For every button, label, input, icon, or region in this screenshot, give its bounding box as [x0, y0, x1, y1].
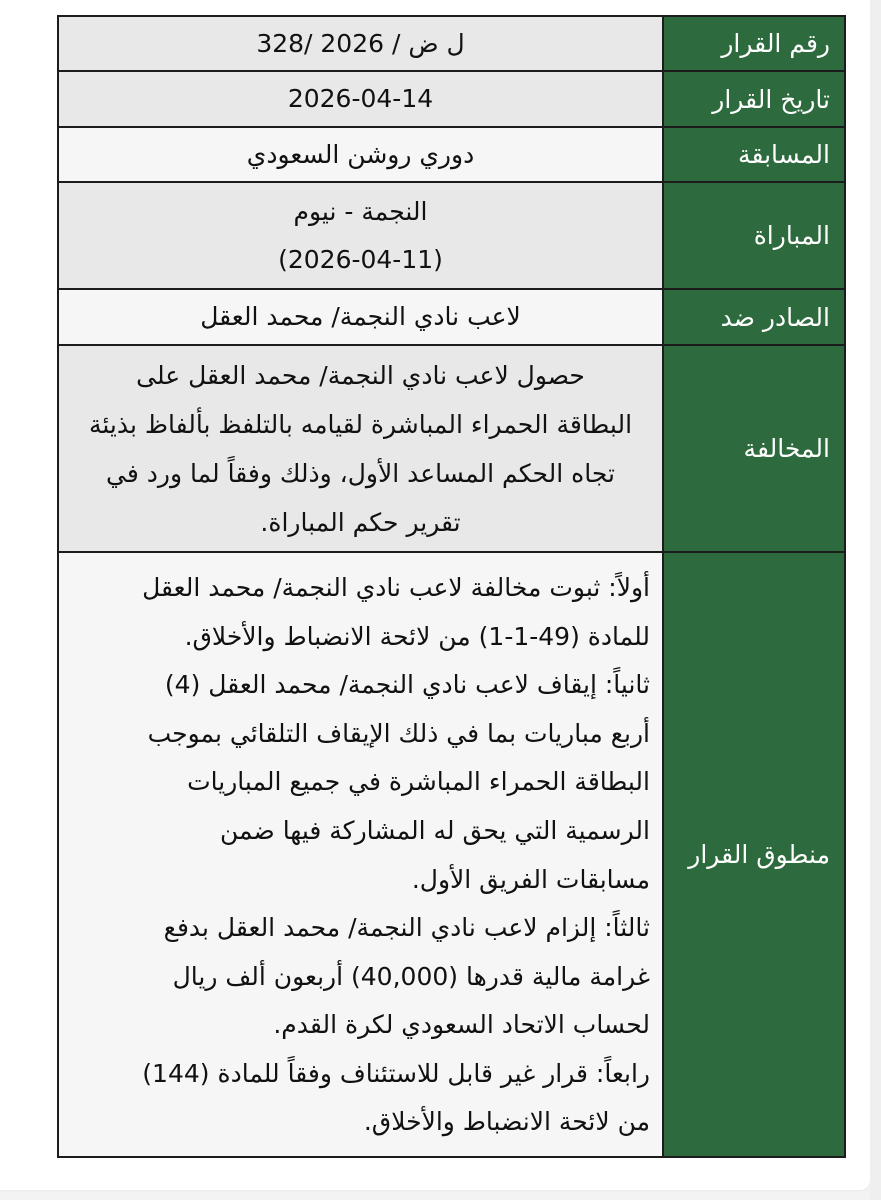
ruling-line: ثانياً: إيقاف لاعب نادي النجمة/ محمد العقل (4) [164, 670, 650, 700]
ruling-line: للمادة (49-1-1) من لائحة الانضباط والأخلاق. [184, 621, 650, 651]
decision-number-text: 328/ ل ض / 2026 [256, 28, 465, 58]
row-violation [58, 345, 845, 552]
value-match [58, 182, 663, 289]
row-competition [58, 127, 845, 182]
label-issued-against: الصادر ضد [663, 289, 845, 345]
value-competition: دوري روشن السعودي [58, 127, 663, 182]
value-decision-date [58, 71, 663, 127]
ruling-line: غرامة مالية قدرها (40,000) أربعون ألف ريال [172, 961, 650, 991]
decision-date-text: 2026-04-14 [287, 84, 434, 113]
label-violation: المخالفة [663, 345, 845, 552]
value-ruling [58, 552, 663, 1157]
violation-line: البطاقة الحمراء المباشرة لقيامه بالتلفظ بألفاظ بذيئة [88, 409, 633, 439]
row-decision-number [58, 16, 845, 71]
match-teams: النجمة - نيوم [293, 196, 428, 226]
label-decision-number: رقم القرار [663, 16, 845, 71]
ruling-line: أربع مباريات بما في ذلك الإيقاف التلقائي بموجب [147, 718, 650, 748]
label-match: المباراة [663, 182, 845, 289]
ruling-line: لحساب الاتحاد السعودي لكرة القدم. [273, 1010, 650, 1040]
label-competition: المسابقة [663, 127, 845, 182]
row-decision-date [58, 71, 845, 127]
page-edge-strip [870, 0, 881, 1200]
violation-line: تقرير حكم المباراة. [260, 507, 461, 537]
row-match [58, 182, 845, 289]
ruling-line: ثالثاً: إلزام لاعب نادي النجمة/ محمد العقل بدفع [163, 913, 650, 943]
violation-line: حصول لاعب نادي النجمة/ محمد العقل على [136, 360, 585, 390]
ruling-line: من لائحة الانضباط والأخلاق. [363, 1107, 650, 1137]
ruling-line: أولاً: ثبوت مخالفة لاعب نادي النجمة/ محمد العقل [142, 572, 650, 602]
row-ruling [58, 552, 845, 1157]
ruling-line: البطاقة الحمراء المباشرة في جميع المباريات [187, 767, 650, 797]
label-ruling: منطوق القرار [663, 552, 845, 1157]
ruling-line: رابعاً: قرار غير قابل للاستئناف وفقاً للمادة (144) [142, 1058, 650, 1088]
violation-line: تجاه الحكم المساعد الأول، وذلك وفقاً لما ورد في [106, 458, 615, 488]
ruling-line: الرسمية التي يحق له المشاركة فيها ضمن [220, 815, 650, 845]
match-date: (2026-04-11) [278, 244, 443, 274]
value-decision-number [58, 16, 663, 71]
decision-table [57, 15, 846, 1158]
value-issued-against: لاعب نادي النجمة/ محمد العقل [58, 289, 663, 345]
ruling-line: مسابقات الفريق الأول. [411, 864, 650, 894]
value-violation [58, 345, 663, 552]
label-decision-date: تاريخ القرار [663, 71, 845, 127]
row-issued-against [58, 289, 845, 345]
